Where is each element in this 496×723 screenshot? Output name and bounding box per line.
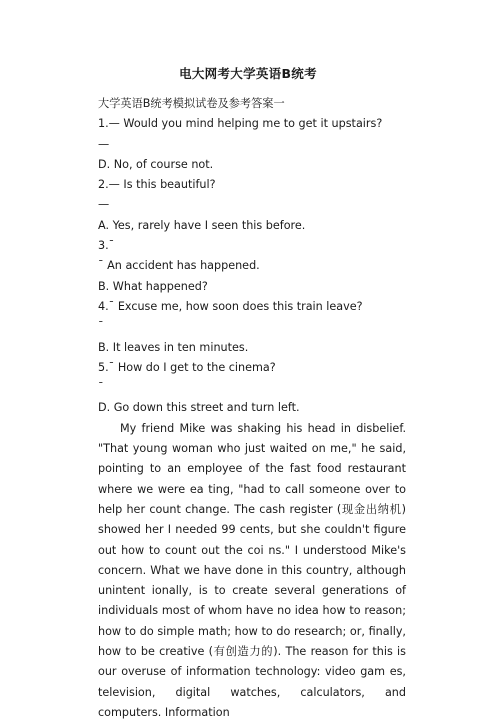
answer-dash: ¯ <box>98 381 104 395</box>
answer-line: A. Yes, rarely have I seen this before. <box>98 218 306 232</box>
question-line: 5.¯ How do I get to the cinema? <box>98 360 276 374</box>
question-line: 2.— Is this beautiful? <box>98 178 216 192</box>
answer-dash: ¯ <box>98 320 104 334</box>
answer-line: B. It leaves in ten minutes. <box>98 340 249 354</box>
answer-dash: — <box>98 137 110 151</box>
answer-line: D. No, of course not. <box>98 157 214 171</box>
question-line: 3.¯ <box>98 239 115 253</box>
document-title: 电大网考大学英语B统考 <box>179 66 317 81</box>
document-subtitle: 大学英语B统考模拟试卷及参考答案一 <box>98 97 285 110</box>
question-line: 1.— Would you mind helping me to get it upstairs? <box>98 117 383 131</box>
reading-paragraph: My friend Mike was shaking his head in disbelief. "That young woman who just waited on me," he said, pointing to an employee of the fast food restaurant where we were ea ting, "had to call someone over to help her count change. The cash register (现金出纳机) showed her I needed 99 cents, but she couldn't figure out how to count out the coi ns." I understood Mike's concern. What we have done in this country, although unintent ionally, is to create several generations of individuals most of whom have no idea how to reason; how to do simple math; how to do research; or, finally, how to be creative (有创造力的). The reason for this is our overuse of information technology: video gam es, television, digital watches, calculators, and computers. Information <box>98 421 406 719</box>
answer-dash: — <box>98 198 110 212</box>
answer-line: D. Go down this street and turn left. <box>98 401 300 415</box>
document-body <box>98 94 406 723</box>
answer-line: B. What happened? <box>98 279 208 293</box>
question-line: ¯ An accident has happened. <box>98 259 260 273</box>
question-line: 4.¯ Excuse me, how soon does this train leave? <box>98 299 363 313</box>
